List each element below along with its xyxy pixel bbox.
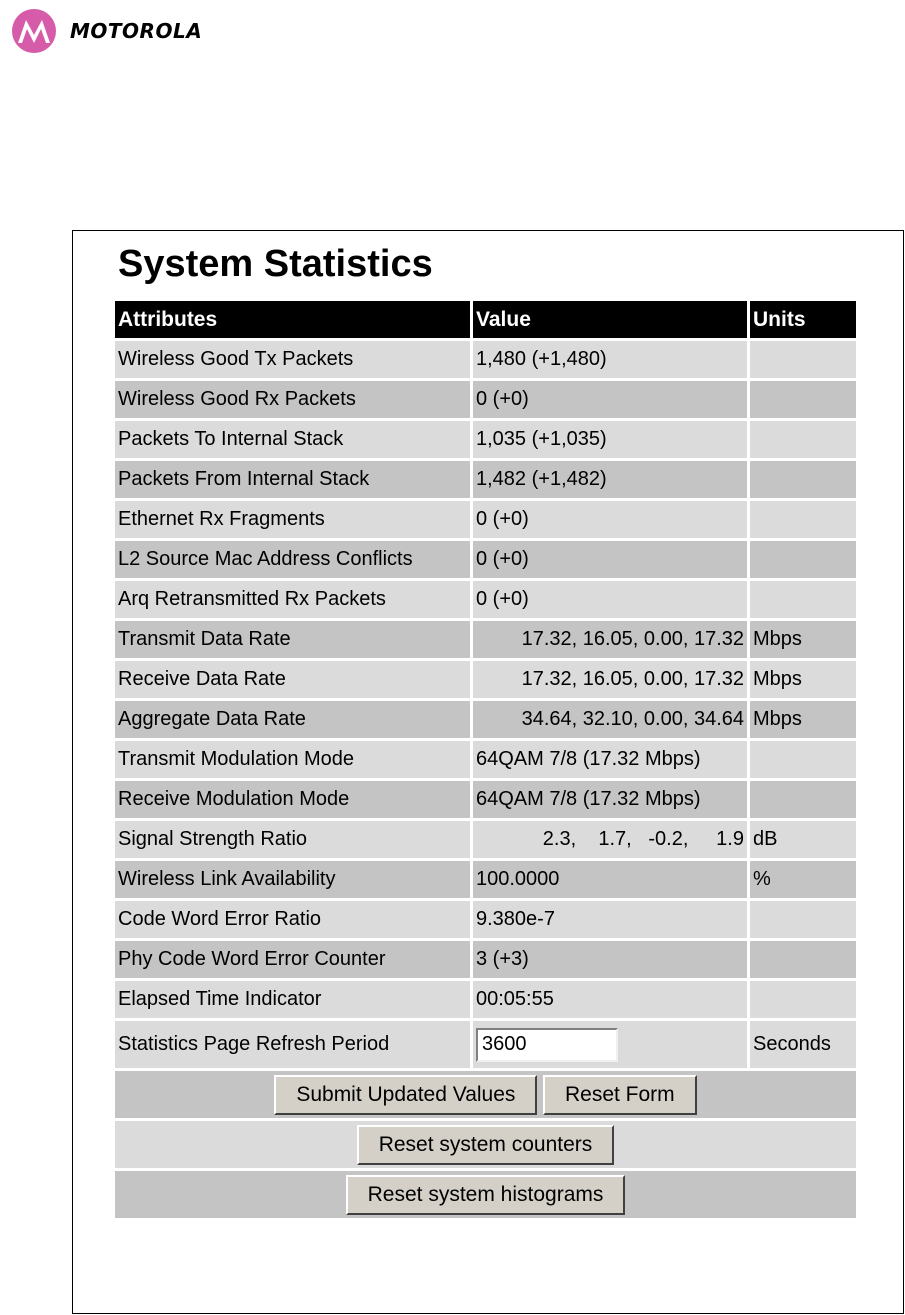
stat-attribute: Phy Code Word Error Counter bbox=[115, 941, 470, 978]
stat-unit bbox=[750, 741, 856, 778]
refresh-period-cell bbox=[473, 1021, 747, 1068]
stat-value: 9.380e-7 bbox=[473, 901, 747, 938]
stat-value: 64QAM 7/8 (17.32 Mbps) bbox=[473, 741, 747, 778]
stat-value: 0 (+0) bbox=[473, 381, 747, 418]
stat-unit bbox=[750, 901, 856, 938]
table-row bbox=[115, 981, 856, 1018]
table-row bbox=[115, 861, 856, 898]
stat-value: 34.64, 32.10, 0.00, 34.64 bbox=[473, 701, 747, 738]
stat-value: 2.3, 1.7, -0.2, 1.9 bbox=[473, 821, 747, 858]
statistics-table bbox=[112, 298, 859, 1221]
stat-value: 64QAM 7/8 (17.32 Mbps) bbox=[473, 781, 747, 818]
stat-attribute: Aggregate Data Rate bbox=[115, 701, 470, 738]
table-row bbox=[115, 941, 856, 978]
stat-attribute: Code Word Error Ratio bbox=[115, 901, 470, 938]
stat-value: 100.0000 bbox=[473, 861, 747, 898]
stat-attribute: Ethernet Rx Fragments bbox=[115, 501, 470, 538]
stat-attribute: Receive Modulation Mode bbox=[115, 781, 470, 818]
stat-value: 17.32, 16.05, 0.00, 17.32 bbox=[473, 621, 747, 658]
stat-value: 17.32, 16.05, 0.00, 17.32 bbox=[473, 661, 747, 698]
motorola-logo-icon bbox=[12, 9, 56, 53]
stat-attribute: Transmit Modulation Mode bbox=[115, 741, 470, 778]
batwing-icon bbox=[16, 17, 52, 45]
table-row bbox=[115, 781, 856, 818]
stat-unit bbox=[750, 501, 856, 538]
brand-header bbox=[12, 9, 202, 53]
stat-unit bbox=[750, 941, 856, 978]
stat-attribute: Arq Retransmitted Rx Packets bbox=[115, 581, 470, 618]
stat-unit: Mbps bbox=[750, 701, 856, 738]
header-units: Units bbox=[750, 301, 856, 338]
stat-unit bbox=[750, 541, 856, 578]
refresh-period-unit: Seconds bbox=[750, 1021, 856, 1068]
stat-attribute: Packets From Internal Stack bbox=[115, 461, 470, 498]
table-row bbox=[115, 581, 856, 618]
reset-counters-row bbox=[115, 1121, 856, 1168]
table-header-row bbox=[115, 301, 856, 338]
stat-value: 00:05:55 bbox=[473, 981, 747, 1018]
stat-attribute: Transmit Data Rate bbox=[115, 621, 470, 658]
reset-histograms-row bbox=[115, 1171, 856, 1218]
brand-name: MOTOROLA bbox=[70, 19, 203, 43]
table-row bbox=[115, 661, 856, 698]
stat-attribute: Elapsed Time Indicator bbox=[115, 981, 470, 1018]
table-row bbox=[115, 461, 856, 498]
table-row bbox=[115, 341, 856, 378]
stat-attribute: Packets To Internal Stack bbox=[115, 421, 470, 458]
refresh-period-row bbox=[115, 1021, 856, 1068]
table-row bbox=[115, 621, 856, 658]
table-row bbox=[115, 701, 856, 738]
stat-value: 0 (+0) bbox=[473, 501, 747, 538]
stat-value: 3 (+3) bbox=[473, 941, 747, 978]
stat-unit: Mbps bbox=[750, 621, 856, 658]
stat-value: 1,480 (+1,480) bbox=[473, 341, 747, 378]
stat-unit bbox=[750, 981, 856, 1018]
stat-unit bbox=[750, 461, 856, 498]
header-value: Value bbox=[473, 301, 747, 338]
table-row bbox=[115, 421, 856, 458]
table-row bbox=[115, 821, 856, 858]
stat-unit bbox=[750, 421, 856, 458]
stat-value: 0 (+0) bbox=[473, 541, 747, 578]
stat-value: 0 (+0) bbox=[473, 581, 747, 618]
header-attributes: Attributes bbox=[115, 301, 470, 338]
table-row bbox=[115, 501, 856, 538]
stat-attribute: L2 Source Mac Address Conflicts bbox=[115, 541, 470, 578]
reset-system-histograms-button[interactable]: Reset system histograms bbox=[346, 1175, 626, 1215]
stat-attribute: Signal Strength Ratio bbox=[115, 821, 470, 858]
stat-attribute: Wireless Good Rx Packets bbox=[115, 381, 470, 418]
stat-unit: Mbps bbox=[750, 661, 856, 698]
stat-value: 1,035 (+1,035) bbox=[473, 421, 747, 458]
stat-attribute: Receive Data Rate bbox=[115, 661, 470, 698]
table-row bbox=[115, 381, 856, 418]
table-row bbox=[115, 541, 856, 578]
table-row bbox=[115, 741, 856, 778]
reset-system-counters-button[interactable]: Reset system counters bbox=[357, 1125, 615, 1165]
stat-unit bbox=[750, 781, 856, 818]
stat-unit bbox=[750, 581, 856, 618]
refresh-period-label: Statistics Page Refresh Period bbox=[115, 1021, 470, 1068]
page-title: System Statistics bbox=[118, 243, 433, 285]
submit-updated-values-button[interactable]: Submit Updated Values bbox=[274, 1075, 537, 1115]
stat-unit bbox=[750, 341, 856, 378]
stat-attribute: Wireless Link Availability bbox=[115, 861, 470, 898]
stat-unit: dB bbox=[750, 821, 856, 858]
stat-value: 1,482 (+1,482) bbox=[473, 461, 747, 498]
form-buttons-row bbox=[115, 1071, 856, 1118]
refresh-period-input[interactable] bbox=[476, 1028, 618, 1062]
table-row bbox=[115, 901, 856, 938]
reset-form-button[interactable]: Reset Form bbox=[543, 1075, 697, 1115]
stat-unit bbox=[750, 381, 856, 418]
stat-unit: % bbox=[750, 861, 856, 898]
stat-attribute: Wireless Good Tx Packets bbox=[115, 341, 470, 378]
